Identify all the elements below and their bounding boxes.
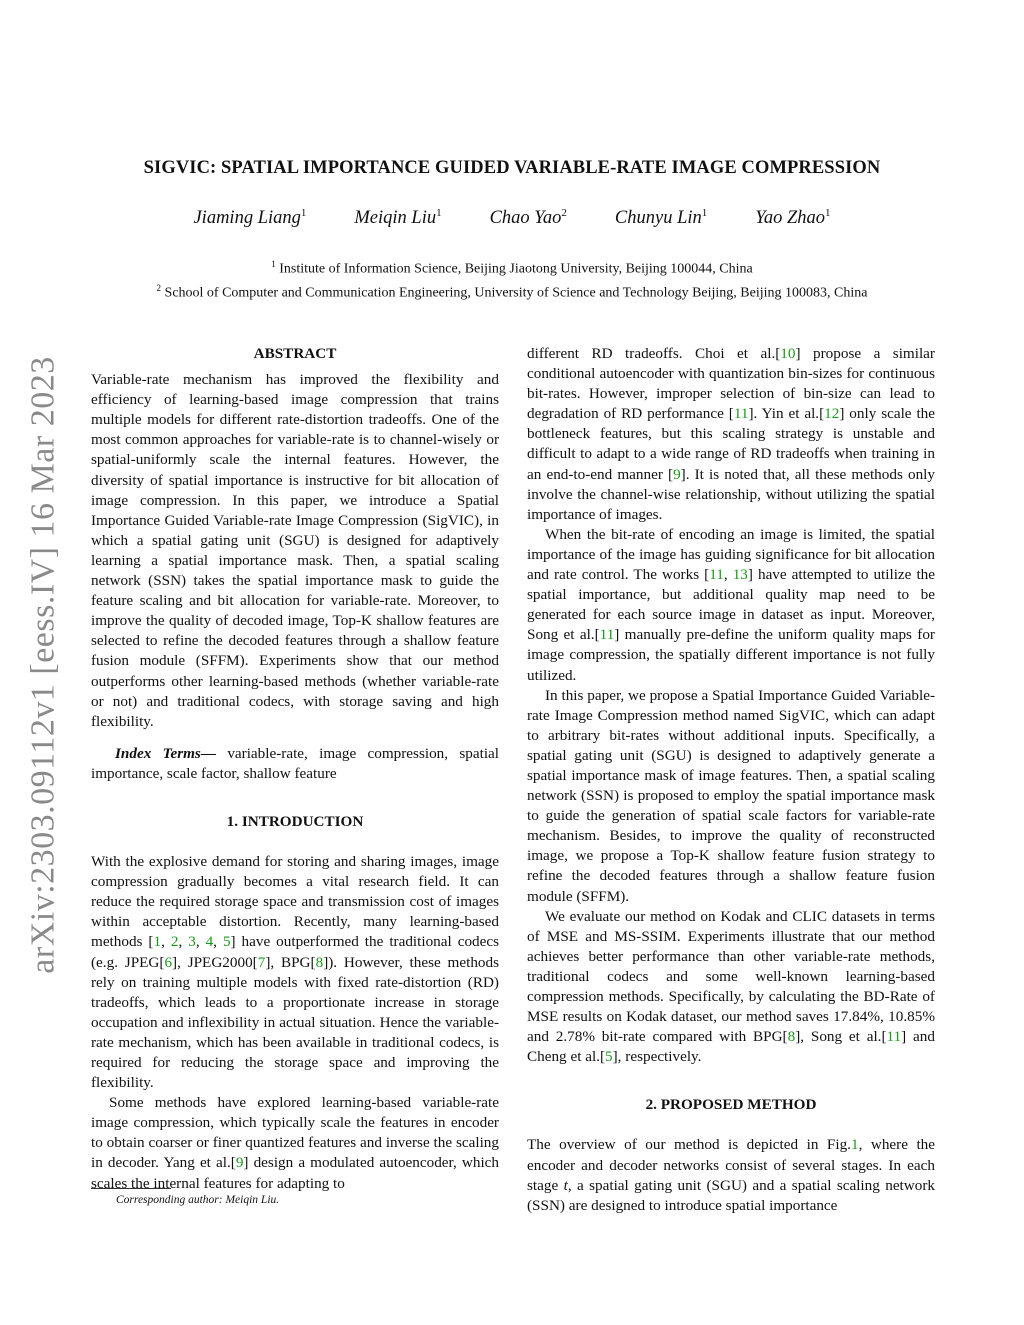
affiliation-2: $^2$ School of Computer and Communication Engineering, University of Science and Technology Beijing, Beijing 100083, China — [156, 283, 868, 301]
citation-link[interactable]: 9 — [673, 465, 681, 483]
right-column — [527, 344, 935, 1216]
figure-link[interactable]: 1 — [850, 1136, 859, 1154]
citation-link[interactable]: 3 — [188, 933, 196, 951]
citation-link[interactable]: 8 — [787, 1028, 796, 1046]
index-terms: Index Terms— variable-rate, image compression, spatial importance, scale factor, shallow feature — [91, 744, 500, 782]
author: Chunyu Lin$^1$ — [614, 207, 708, 229]
citation-link[interactable]: 4 — [205, 933, 214, 951]
arxiv-sidebar — [18, 345, 70, 985]
citation-link[interactable]: 1 — [153, 933, 162, 951]
left-column — [91, 344, 499, 1194]
citation-link[interactable]: 11 — [733, 405, 749, 423]
right-paragraph-5: The overview of our method is depicted in Fig.1, where the encoder and decoder networks consist of several stages. In each stage t, a spatial gating unit (SGU) and a spatial scaling network (SSN) are designed to introduce spatial importance — [527, 1136, 936, 1214]
citation-link[interactable]: 2 — [170, 933, 179, 951]
abstract-text: Variable-rate mechanism has improved the flexibility and efficiency of learning-based image compression that trains multiple models for different rate-distortion tradeoffs. One of the most common approaches for variable-rate is to channel-wisely or spatial-uniformly scale the internal features. However, the diversity of spatial importance is instructive for bit allocation of image compression. In this paper, we introduce a Spatial Importance Guided Variable-rate Image Compression (SigVIC), in which a spatial gating unit (SGU) is designed for adaptively learning a spatial importance mask. Then, a spatial scaling network (SSN) takes the spatial importance mask to guide the feature scaling and bit allocation for variable-rate. Moreover, to improve the quality of decoded image, Top-K shallow features are selected to refine the decoded features through a shallow feature fusion module (SFFM). Experiments show that our method outperforms other learning-based methods (whether variable-rate or not) and traditional codecs, with storage saving and high flexibility. — [91, 371, 499, 730]
citation-link[interactable]: 6 — [164, 953, 173, 971]
citation-link[interactable]: 7 — [257, 953, 266, 971]
right-paragraph-4: We evaluate our method on Kodak and CLIC datasets in terms of MSE and MS-SSIM. Experiments illustrate that our method achieves better performance than other variable-rate methods, traditional codecs and some well-known learning-based compression methods. Specifically, by calculating the BD-Rate of MSE results on Kodak dataset, our method saves 17.84%, 10.85% and 2.78% bit-rate compared with BPG[8], Song et al.[11] and Cheng et al.[5], respectively. — [527, 907, 935, 1066]
citation-link[interactable]: 13 — [732, 566, 748, 584]
citation-link[interactable]: 11 — [599, 626, 615, 644]
paper-title: SIGVIC: SPATIAL IMPORTANCE GUIDED VARIABLE-RATE IMAGE COMPRESSION — [143, 158, 881, 178]
author: Yao Zhao$^1$ — [755, 207, 831, 229]
citation-link[interactable]: 12 — [824, 405, 840, 423]
right-paragraph-1: different RD tradeoffs. Choi et al.[10] propose a similar conditional autoencoder with quantization bin-sizes for continuous bit-rates. However, improper selection of bin-size can lead to degradation of RD performance [11]. Yin et al.[12] only scale the bottleneck features, but this scaling strategy is unstable and difficult to adapt to a wide range of RD tradeoffs when training in an end-to-end manner [9]. It is noted that, all these methods only involve the channel-wise relationship, without utilizing the spatial importance of images. — [527, 345, 935, 523]
intro-paragraph-2: Some methods have explored learning-based variable-rate image compression, which typically scale the features in encoder to obtain coarser or finer quantized features and inverse the scaling in decoder. Yang et al.[9] design a modulated autoencoder, which scales the internal features for adapting to — [91, 1094, 499, 1192]
author-list — [0, 207, 1024, 229]
abstract-heading: ABSTRACT — [253, 345, 337, 362]
citation-link[interactable]: 11 — [709, 566, 724, 584]
affiliation-1: $^1$ Institute of Information Science, Beijing Jiaotong University, Beijing 100044, China — [271, 259, 753, 277]
right-paragraph-3: In this paper, we propose a Spatial Importance Guided Variable-rate Image Compression method named SigVIC, which can adapt to arbitrary bit-rates without additional inputs. Specifically, a spatial gating unit (SGU) is designed to adaptively generate a spatial importance mask of image features. Then, a spatial scaling network (SSN) is proposed to employ the spatial importance mask to guide the generation of spatial scale factors for variable-rate mechanism. Besides, to improve the quality of reconstructed image, we propose a Top-K shallow feature fusion strategy to refine the decoded features through a shallow feature fusion module (SFFM). — [527, 686, 935, 905]
citation-link[interactable]: 5 — [222, 933, 231, 951]
author: Meiqin Liu$^1$ — [354, 207, 442, 229]
citation-link[interactable]: 9 — [235, 1154, 244, 1172]
arxiv-id-label: arXiv:2303.09112v1 [eess.IV] 16 Mar 2023 — [25, 356, 63, 974]
author: Chao Yao$^2$ — [489, 207, 567, 229]
citation-link[interactable]: 8 — [315, 953, 324, 971]
footnote-divider — [91, 1188, 171, 1189]
footnote: Corresponding author: Meiqin Liu. — [116, 1194, 280, 1206]
citation-link[interactable]: 11 — [886, 1028, 902, 1046]
author: Jiaming Liang$^1$ — [193, 207, 307, 229]
right-paragraph-2: When the bit-rate of encoding an image is limited, the spatial importance of the image has guiding significance for bit allocation and rate control. The works [11, 13] have attempted to utilize the spatial importance, but additional quality map need to be generated for each source image in dataset as input. Moreover, Song et al.[11] manually pre-define the uniform quality maps for image compression, the spatially different importance is not fully utilized. — [527, 525, 935, 684]
intro-heading: 1. INTRODUCTION — [226, 812, 364, 830]
index-terms-label: Index Terms— — [115, 744, 217, 762]
method-heading: 2. PROPOSED METHOD — [645, 1096, 817, 1114]
citation-link[interactable]: 5 — [605, 1048, 613, 1066]
citation-link[interactable]: 10 — [780, 345, 796, 362]
intro-paragraph-1: With the explosive demand for storing and sharing images, image compression gradually becomes a vital research field. It can reduce the required storage space and transmission cost of images within acceptable distortion. Recently, many learning-based methods [1, 2, 3, 4, 5] have outperformed the traditional codecs (e.g. JPEG[6], JPEG2000[7], BPG[8]). However, these methods rely on training multiple models with fixed rate-distortion (RD) tradeoffs, which leads to a proportionate increase in storage occupation and inflexibility in actual situation. Hence the variable-rate mechanism, which has been available in traditional codecs, is required for reducing the storage space and improving the flexibility. — [91, 853, 500, 1092]
